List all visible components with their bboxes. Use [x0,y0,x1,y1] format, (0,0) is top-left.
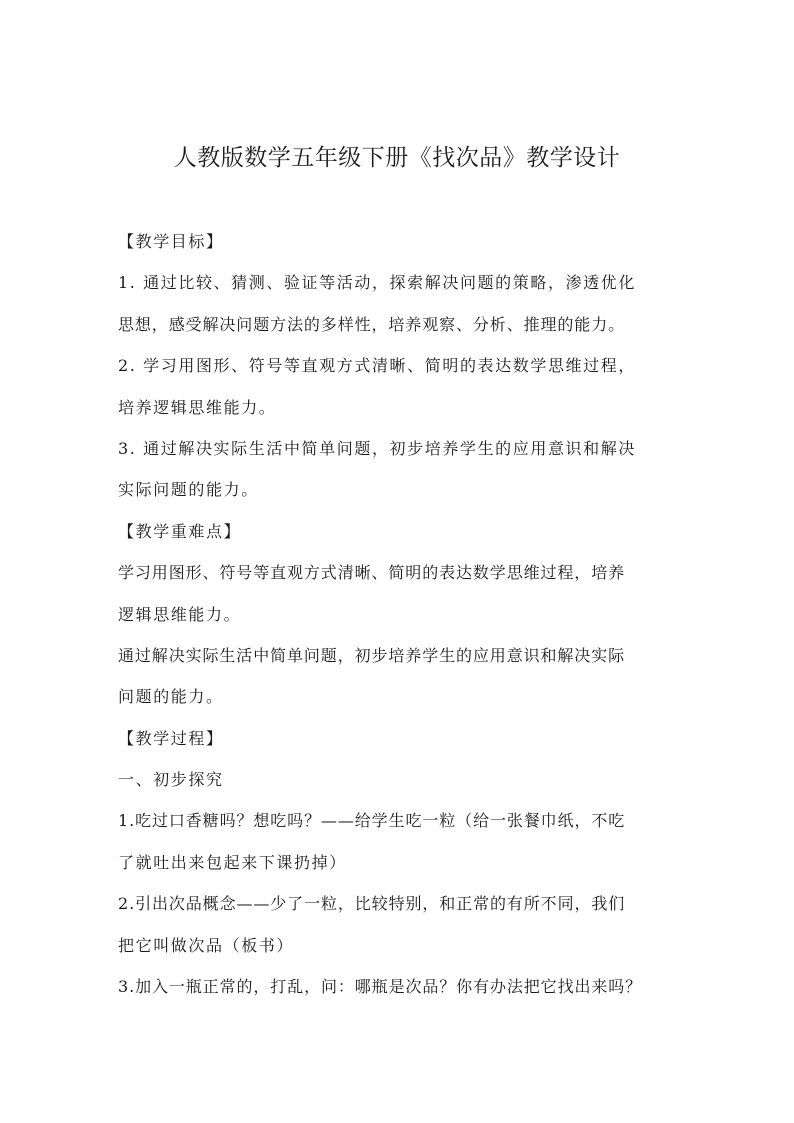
paragraph-line: 学习用图形、符号等直观方式清晰、简明的表达数学思维过程，培养 [118,563,626,583]
section-heading-process: 【教学过程】 [118,728,224,748]
paragraph-line: 2. 学习用图形、符号等直观方式清晰、简明的表达数学思维过程， [118,356,636,376]
subsection-heading: 一、初步探究 [118,770,224,790]
paragraph-line: 通过解决实际生活中简单问题，初步培养学生的应用意识和解决实际 [118,645,626,665]
paragraph-line: 1. 通过比较、猜测、验证等活动，探索解决问题的策略，渗透优化 [118,273,636,293]
section-heading-objectives: 【教学目标】 [118,232,224,251]
paragraph-line: 3. 通过解决实际生活中简单问题，初步培养学生的应用意识和解决 [118,438,636,458]
paragraph-line: 2.引出次品概念——少了一粒，比较特别，和正常的有所不同，我们 [118,894,626,914]
document-title: 人教版数学五年级下册《找次品》教学设计 [173,145,621,171]
paragraph-line: 把它叫做次品（板书） [118,935,295,955]
paragraph-line: 了就吐出来包起来下课扔掉） [118,852,347,872]
paragraph-line: 实际问题的能力。 [118,480,259,500]
paragraph-line: 思想，感受解决问题方法的多样性，培养观察、分析、推理的能力。 [118,314,626,334]
paragraph-line: 培养逻辑思维能力。 [118,397,277,417]
section-heading-key-points: 【教学重难点】 [118,521,242,541]
paragraph-line: 3.加入一瓶正常的，打乱，问：哪瓶是次品？你有办法把它找出来吗？ [118,977,643,997]
paragraph-line: 逻辑思维能力。 [118,604,242,624]
document-body [118,227,678,1013]
paragraph-line: 1.吃过口香糖吗？想吃吗？——给学生吃一粒（给一张餐巾纸，不吃 [118,811,626,831]
paragraph-line: 问题的能力。 [118,687,224,707]
